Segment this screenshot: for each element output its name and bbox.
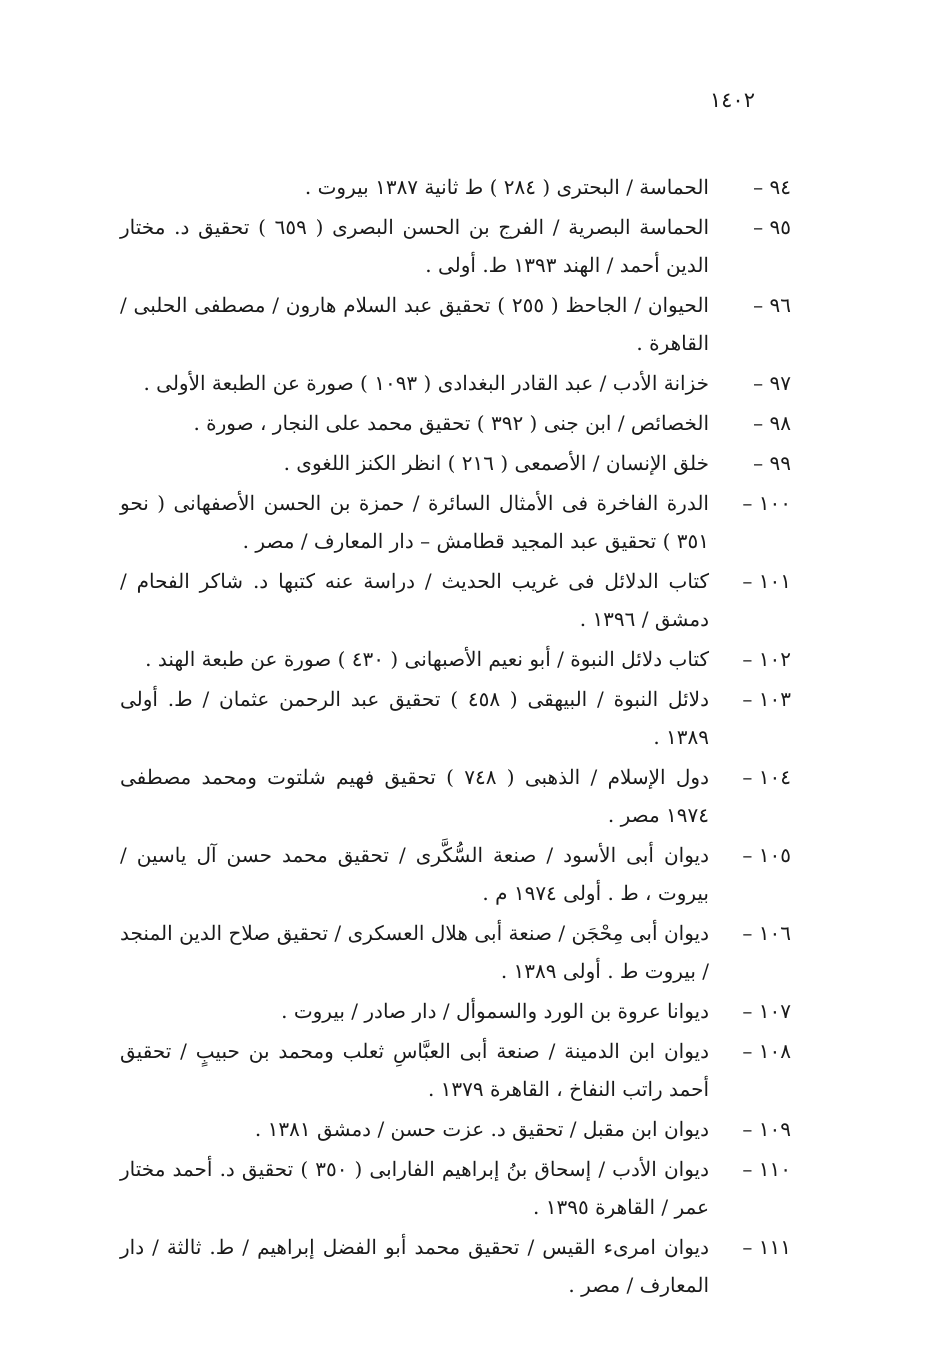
list-item — [120, 992, 791, 1030]
page-number: ١٤٠٢ — [709, 88, 755, 112]
list-item — [120, 640, 791, 678]
list-item — [120, 914, 791, 990]
list-item — [120, 836, 791, 912]
entry-text: دول الإسلام / الذهبى ( ٧٤٨ ) تحقيق فهيم شلتوت ومحمد مصطفى ١٩٧٤ مصر . — [120, 765, 710, 827]
entry-text: خلق الإنسان / الأصمعى ( ٢١٦ ) انظر الكنز اللغوى . — [283, 451, 709, 475]
list-item — [120, 444, 791, 482]
list-item — [120, 484, 791, 560]
entry-number: ١٠٠ – — [742, 491, 791, 515]
entry-text: ديوانا عروة بن الورد والسموأل / دار صادر / بيروت . — [281, 999, 709, 1023]
entry-text: كتاب دلائل النبوة / أبو نعيم الأصبهانى ( ٤٣٠ ) صورة عن طبعة الهند . — [145, 647, 709, 671]
entry-number: ١٠٥ – — [742, 843, 791, 867]
list-item — [120, 404, 791, 442]
list-item — [120, 286, 791, 362]
entry-text: ديوان امرىء القيس / تحقيق محمد أبو الفضل إبراهيم / ط. ثالثة / دار المعارف / مصر . — [120, 1235, 709, 1297]
entry-text: الحماسة / البحترى ( ٢٨٤ ) ط ثانية ١٣٨٧ بيروت . — [304, 175, 709, 199]
entry-number: ١٠١ – — [742, 569, 791, 593]
entry-number: ١٠٩ – — [742, 1117, 791, 1141]
list-item — [120, 1110, 791, 1148]
list-item — [120, 1228, 791, 1304]
entry-text: ديوان الأدب / إسحاق بنُ إبراهيم الفارابى ( ٣٥٠ ) تحقيق د. أحمد مختار عمر / القاهرة ١٣٩٥ . — [120, 1157, 709, 1219]
entry-number: ١٠٧ – — [742, 999, 791, 1023]
entry-number: ١٠٤ – — [742, 765, 791, 789]
entry-number: ٩٤ – — [753, 175, 791, 199]
list-item — [120, 1150, 791, 1226]
entry-number: ١٠٣ – — [742, 687, 791, 711]
entry-number: ١١٠ – — [742, 1157, 791, 1181]
entry-text: ديوان ابن الدمينة / صنعة أبى العبَّاسِ ثعلب ومحمد بن حبيبٍ / تحقيق أحمد راتب النفاخ ، القاهرة ١٣٧٩ . — [120, 1039, 709, 1101]
entry-number: ٩٧ – — [753, 371, 791, 395]
entry-text: ديوان ابن مقبل / تحقيق د. عزت حسن / دمشق ١٣٨١ . — [254, 1117, 709, 1141]
list-item — [120, 562, 791, 638]
entry-text: ديوان أبى مِحْجَن / صنعة أبى هلال العسكرى / تحقيق صلاح الدين المنجد / بيروت ط . أولى ١٣٨٩ . — [120, 921, 709, 983]
entry-number: ١١١ – — [742, 1235, 791, 1259]
entry-text: كتاب الدلائل فى غريب الحديث / دراسة عنه كتبها د. شاكر الفحام / دمشق / ١٣٩٦ . — [120, 569, 709, 631]
list-item — [120, 758, 791, 834]
entry-text: الحماسة البصرية / الفرج بن الحسن البصرى ( ٦٥٩ ) تحقيق د. مختار الدين أحمد / الهند ١٣٩٣ ط. أولى . — [120, 215, 709, 277]
entry-text: الدرة الفاخرة فى الأمثال السائرة / حمزة بن الحسن الأصفهانى ( نحو ٣٥١ ) تحقيق عبد المجيد قطامش – دار المعارف / مصر . — [120, 491, 709, 553]
entry-number: ٩٩ – — [753, 451, 791, 475]
entry-number: ١٠٨ – — [742, 1039, 791, 1063]
list-item — [120, 1032, 791, 1108]
entry-text: دلائل النبوة / البيهقى ( ٤٥٨ ) تحقيق عبد الرحمن عثمان / ط. أولى ١٣٨٩ . — [120, 687, 709, 749]
entry-number: ٩٨ – — [753, 411, 791, 435]
entry-number: ١٠٢ – — [742, 647, 791, 671]
entry-text: الحيوان / الجاحظ ( ٢٥٥ ) تحقيق عبد السلام هارون / مصطفى الحلبى / القاهرة . — [120, 293, 709, 355]
list-item — [120, 168, 791, 206]
entry-number: ٩٦ – — [753, 293, 791, 317]
entry-text: الخصائص / ابن جنى ( ٣٩٢ ) تحقيق محمد على النجار ، صورة . — [193, 411, 709, 435]
entry-text: خزانة الأدب / عبد القادر البغدادى ( ١٠٩٣ ) صورة عن الطبعة الأولى . — [143, 371, 709, 395]
entry-text: ديوان أبى الأسود / صنعة السُّكَّرى / تحقيق محمد حسن آل ياسين / بيروت ، ط . أولى ١٩٧٤ م . — [120, 843, 709, 905]
list-item — [120, 680, 791, 756]
entry-number: ١٠٦ – — [742, 921, 791, 945]
list-item — [120, 364, 791, 402]
list-item — [120, 208, 791, 284]
bibliography-list — [120, 168, 791, 1304]
entry-number: ٩٥ – — [753, 215, 791, 239]
